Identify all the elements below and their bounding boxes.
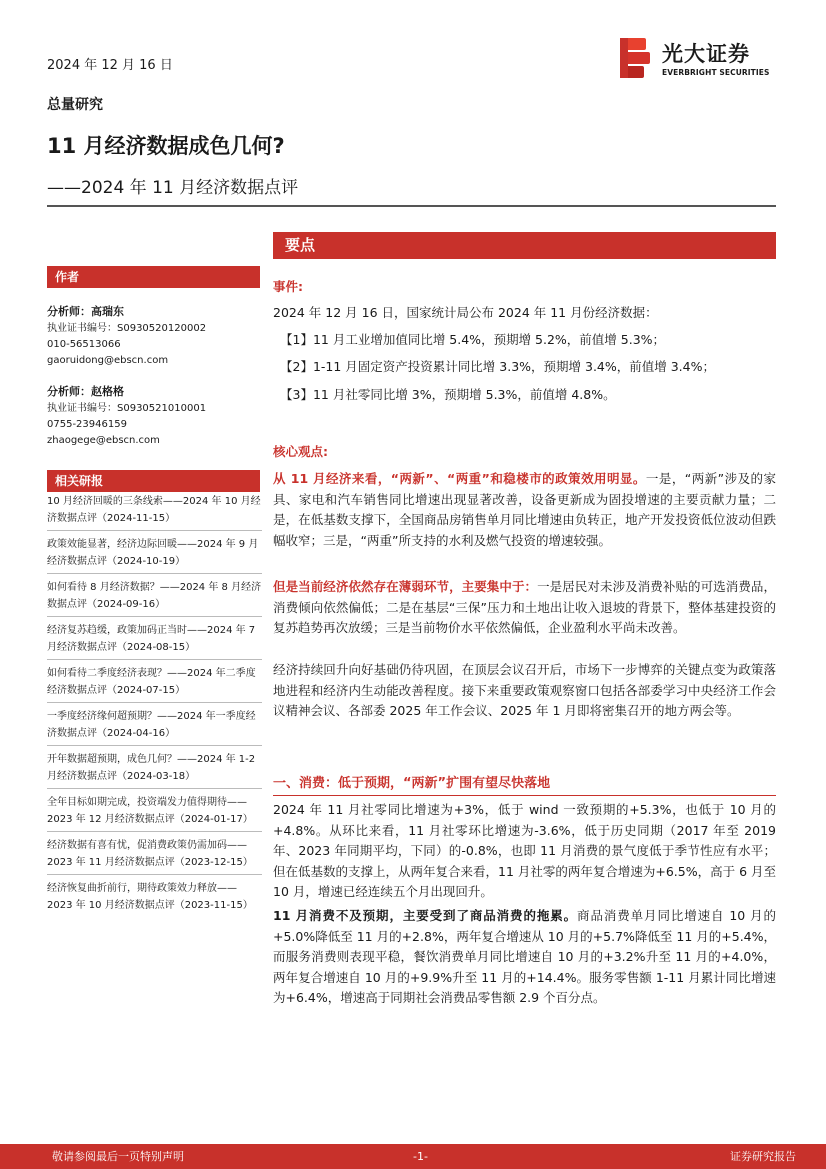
paragraph-lead: 11 月消费不及预期，主要受到了商品消费的拖累。 <box>273 908 578 923</box>
related-research-list <box>47 492 262 921</box>
paragraph-body: 商品消费单月同比增速自 10 月的+5.0%降低至 11 月的+2.8%，两年复合增速从 10 月的+5.7%降低至 11 月的+5.4%，而服务消费则表现平稳，餐饮消费单月同比增速自 10 月的+3.2%升至 11 月的+4.0%，两年复合增速自 10 月的+9.9%升至 11 月的+14.4%。服务零售额 1-11 月累计同比增速为+6.4%，增速高于同期社会消费品零售额 2.9 个百分点。 <box>273 908 776 1005</box>
consumption-paragraph-2 <box>273 906 776 1009</box>
consumption-paragraph-1: 2024 年 11 月社零同比增速为+3%，低于 wind 一致预期的+5.3%，也低于 10 月的+4.8%。从环比来看，11 月社零环比增速为-3.6%，低于历史同期（2017 年至 2019 年、2023 年同期平均，下同）的-0.8%，也即 11 月消费的景气度低于季节性应有水平；但在低基数的支撑上，从两年复合来看，11 月社零的两年复合增速为+6.5%，高于 6 月至 10 月，增速已经连续五个月出现回升。 <box>273 802 777 899</box>
core-paragraph-2 <box>273 577 776 639</box>
analyst-cert: 执业证书编号：S0930521010001 <box>47 403 207 414</box>
paragraph-lead: 从 11 月经济来看，“两新”、“两重”和稳楼市的政策效用明显。 <box>273 471 646 486</box>
analyst-email[interactable]: gaoruidong@ebscn.com <box>47 355 169 366</box>
core-paragraph-1 <box>273 469 776 551</box>
analyst-phone: 0755-23946159 <box>47 419 127 430</box>
core-views-heading: 核心观点: <box>273 444 328 459</box>
analyst-name: 分析师：赵格格 <box>47 385 124 398</box>
event-item: 【1】11 月工业增加值同比增 5.4%，预期增 5.2%，前值增 5.3%； <box>280 332 666 347</box>
report-title: 11 月经济数据成色几何? <box>47 134 285 158</box>
header-divider <box>47 205 776 207</box>
event-item: 【2】1-11 月固定资产投资累计同比增 3.3%，预期增 3.4%，前值增 3.4%； <box>280 359 715 374</box>
analyst-phone: 010-56513066 <box>47 339 121 350</box>
paragraph-body: 一是，“两新”涉及的家具、家电和汽车销售同比增速出现显著改善，设备更新成为固投增速的主要贡献力量；二是，在低基数支撑下，全国商品房销售单月同比增速由负转正，地产开发投资低位波动但跌幅收窄；三是，“两重”所支持的水利及燃气投资的增速较强。 <box>273 471 777 548</box>
related-report-link[interactable]: 10 月经济回暖的三条线索——2024 年 10 月经济数据点评（2024-11-15） <box>47 492 262 531</box>
related-research-heading: 相关研报 <box>47 470 260 492</box>
event-heading: 事件: <box>273 279 303 294</box>
authors-heading: 作者 <box>47 266 260 288</box>
report-category: 总量研究 <box>47 97 103 113</box>
section-heading-consumption: 一、消费：低于预期，“两新”扩围有望尽快落地 <box>273 772 776 796</box>
report-date: 2024 年 12 月 16 日 <box>47 58 173 73</box>
analyst-cert: 执业证书编号：S0930520120002 <box>47 323 207 334</box>
analyst-email[interactable]: zhaogege@ebscn.com <box>47 435 160 446</box>
related-report-link[interactable]: 经济恢复曲折前行，期待政策效力释放——2023 年 10 月经济数据点评（2023-11-15） <box>47 883 253 911</box>
core-paragraph-3: 经济持续回升向好基础仍待巩固，在顶层会议召开后，市场下一步博弈的关键点变为政策落地进程和经济内生动能改善程度。接下来重要政策观察窗口包括各部委学习中央经济工作会议精神会议、各部委 2025 年工作会议、2025 年 1 月即将密集召开的地方两会等。 <box>273 662 776 718</box>
logo-name-en: EVERBRIGHT SECURITIES <box>662 68 770 77</box>
report-subtitle: ——2024 年 11 月经济数据点评 <box>47 178 299 198</box>
related-report-link[interactable]: 开年数据超预期，成色几何？——2024 年 1-2 月经济数据点评（2024-03-18） <box>47 750 262 789</box>
analyst-card <box>47 384 262 449</box>
footer-doc-type: 证券研究报告 <box>730 1150 796 1163</box>
paragraph-lead: 但是当前经济依然存在薄弱环节，主要集中于： <box>273 579 538 594</box>
company-logo <box>618 36 778 80</box>
related-report-link[interactable]: 经济数据有喜有忧，促消费政策仍需加码——2023 年 11 月经济数据点评（2023-12-15） <box>47 836 262 875</box>
everbright-logo-icon <box>618 36 652 80</box>
related-report-link[interactable]: 政策效能显著，经济边际回暖——2024 年 9 月经济数据点评（2024-10-19） <box>47 535 262 574</box>
footer-disclaimer[interactable]: 敬请参阅最后一页特别声明 <box>52 1150 184 1163</box>
related-report-link[interactable]: 一季度经济缘何超预期？——2024 年一季度经济数据点评（2024-04-16） <box>47 707 262 746</box>
related-report-link[interactable]: 如何看待二季度经济表现？——2024 年二季度经济数据点评（2024-07-15） <box>47 664 262 703</box>
analyst-name: 分析师：高瑞东 <box>47 305 124 318</box>
paragraph-body: 一是居民对未涉及消费补贴的可选消费品，消费倾向依然偏低；二是在基层“三保”压力和土地出让收入退坡的背景下，整体基建投资的复苏趋势再次放缓；三是当前物价水平依然偏低，企业盈利水平尚未改善。 <box>273 579 776 635</box>
event-item: 【3】11 月社零同比增 3%，预期增 5.3%，前值增 4.8%。 <box>280 387 616 402</box>
page-footer <box>0 1144 826 1169</box>
key-points-banner: 要点 <box>273 232 776 259</box>
event-intro: 2024 年 12 月 16 日，国家统计局公布 2024 年 11 月份经济数据： <box>273 305 658 320</box>
logo-name-cn: 光大证券 <box>662 42 750 66</box>
page-number: -1- <box>413 1150 428 1163</box>
related-report-link[interactable]: 经济复苏趋缓，政策加码正当时——2024 年 7 月经济数据点评（2024-08-15） <box>47 621 262 660</box>
related-report-link[interactable]: 如何看待 8 月经济数据？——2024 年 8 月经济数据点评（2024-09-16） <box>47 578 262 617</box>
analyst-card <box>47 304 262 369</box>
related-report-link[interactable]: 全年目标如期完成，投资端发力值得期待——2023 年 12 月经济数据点评（2024-01-17） <box>47 793 262 832</box>
